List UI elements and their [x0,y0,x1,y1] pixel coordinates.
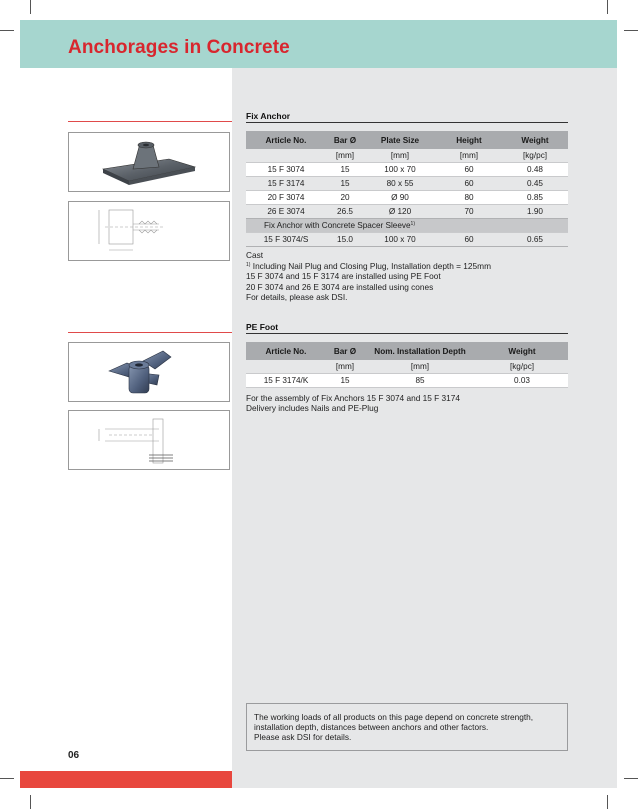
fix-anchor-underline [246,122,568,123]
table-row [246,191,568,205]
table-row [246,233,568,247]
unit-cell: [mm] [326,149,364,163]
crop-mark [624,778,638,779]
disclaimer-line: installation depth, distances between anchors and other factors. [254,722,489,733]
pe-foot-red-rule [68,332,232,333]
fix-anchor-red-rule [68,121,232,122]
unit-cell: [mm] [364,360,476,374]
note-line: 15 F 3074 and 15 F 3174 are installed using PE Foot [246,271,441,282]
crop-mark [30,0,31,14]
table-cell: 80 x 55 [364,177,436,191]
pe-foot-photo [68,342,230,402]
pe-foot-notes [246,393,460,413]
table-cell: Ø 90 [364,191,436,205]
fix-anchor-table [246,131,568,247]
table-cell: 15 [326,374,364,388]
crop-mark [607,0,608,14]
table-cell: 26.5 [326,205,364,219]
table-cell: 85 [364,374,476,388]
table-cell: 0.65 [502,233,568,247]
crop-mark [624,30,638,31]
table-subheading [246,219,568,233]
table-cell: 70 [436,205,502,219]
note-line: Delivery includes Nails and PE-Plug [246,403,379,414]
pe-foot-image [69,343,229,401]
table-cell: Ø 120 [364,205,436,219]
disclaimer-box [246,703,568,751]
footnote-text: Including Nail Plug and Closing Plug, Installation depth = 125mm [250,261,491,272]
table-cell: 15 [326,163,364,177]
pe-foot-title: PE Foot [246,322,279,332]
table-cell: 15 F 3174 [246,177,326,191]
note-line: 20 F 3074 and 26 E 3074 are installed using cones [246,281,434,292]
table-cell: 60 [436,177,502,191]
crop-mark [0,778,14,779]
table-cell: 15 F 3174/K [246,374,326,388]
table-cell: 60 [436,233,502,247]
table-cell: 15 F 3074 [246,163,326,177]
column-header: Weight [476,342,568,360]
subheading-text: Fix Anchor with Concrete Spacer Sleeve [264,221,411,230]
unit-cell: [mm] [326,360,364,374]
disclaimer-line: Please ask DSI for details. [254,732,352,743]
table-cell: 20 F 3074 [246,191,326,205]
table-subheading-row [246,219,568,233]
table-cell: 80 [436,191,502,205]
column-header: Article No. [246,131,326,149]
column-header: Nom. Installation Depth [364,342,476,360]
table-cell: 15 [326,177,364,191]
fix-anchor-image [69,133,229,191]
page-header [20,20,617,68]
unit-cell [246,149,326,163]
table-cell: 26 E 3074 [246,205,326,219]
units-row [246,360,568,374]
table-row [246,177,568,191]
fix-anchor-technical-drawing [69,202,229,260]
units-row [246,149,568,163]
crop-mark [0,30,14,31]
fix-anchor-photo [68,132,230,192]
note-line: Cast [246,250,264,260]
footnote-marker: 1) [246,262,251,269]
pe-foot-technical-drawing [69,411,229,469]
table-row [246,374,568,388]
disclaimer-line: The working loads of all products on this page depend on concrete strength, [254,712,534,722]
pe-foot-table [246,342,568,388]
table-cell: 0.85 [502,191,568,205]
pe-foot-drawing [68,410,230,470]
table-cell: 0.03 [476,374,568,388]
footer-accent-bar [20,771,232,788]
column-header: Bar Ø [326,131,364,149]
table-cell: 0.45 [502,177,568,191]
table-cell: 100 x 70 [364,233,436,247]
page-number: 06 [68,750,80,761]
fix-anchor-notes [246,250,491,302]
table-cell: 60 [436,163,502,177]
column-header: Weight [502,131,568,149]
table-row [246,205,568,219]
crop-mark [30,795,31,809]
table-cell: 0.48 [502,163,568,177]
note-line: For the assembly of Fix Anchors 15 F 3074 and 15 F 3174 [246,393,460,403]
column-header: Height [436,131,502,149]
table-cell: 15.0 [326,233,364,247]
fix-anchor-drawing [68,201,230,261]
footnote-line [246,260,491,271]
table-cell: 1.90 [502,205,568,219]
unit-cell [246,360,326,374]
unit-cell: [mm] [436,149,502,163]
unit-cell: [mm] [364,149,436,163]
fix-anchor-title: Fix Anchor [246,111,291,121]
table-header-row [246,342,568,360]
table-cell: 20 [326,191,364,205]
crop-mark [607,795,608,809]
table-cell: 100 x 70 [364,163,436,177]
table-row [246,163,568,177]
column-header: Plate Size [364,131,436,149]
footnote-marker: 1) [410,221,415,227]
pe-foot-underline [246,333,568,334]
page-title: Anchorages in Concrete [68,37,290,58]
column-header: Bar Ø [326,342,364,360]
note-line: For details, please ask DSI. [246,291,348,302]
column-header: Article No. [246,342,326,360]
unit-cell: [kg/pc] [476,360,568,374]
table-cell: 15 F 3074/S [246,233,326,247]
table-header-row [246,131,568,149]
unit-cell: [kg/pc] [502,149,568,163]
